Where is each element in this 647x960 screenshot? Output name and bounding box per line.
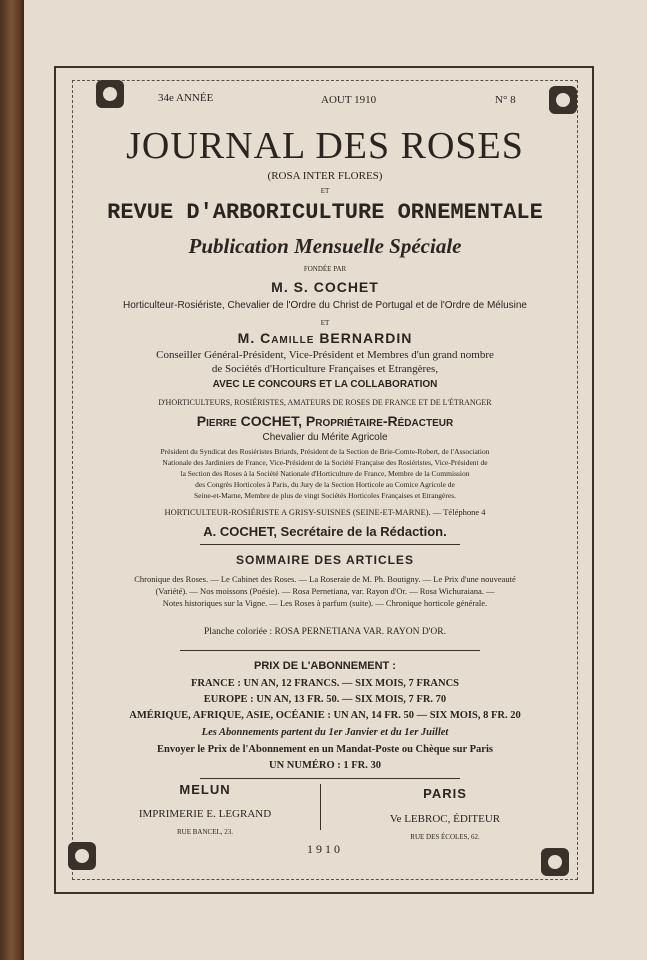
footer-right-city: PARIS [423,786,467,801]
corner-ornament-icon [549,86,577,114]
header-number: N° 8 [495,94,516,106]
revue-title: REVUE D'ARBORICULTURE ORNEMENTALE [107,200,543,225]
sommaire-heading: SOMMAIRE DES ARTICLES [236,553,414,567]
secretary-line: A. COCHET, Secrétaire de la Rédaction. [203,524,447,539]
footer-left-city: MELUN [179,782,231,797]
editor-title: Chevalier du Mérite Agricole [262,432,388,443]
divider [200,778,460,779]
founder2-desc2: de Sociétés d'Horticulture Françaises et Etrangères, [211,363,439,375]
prix-line: EUROPE : UN AN, 13 FR. 50. — SIX MOIS, 7 FR. 70 [203,694,447,705]
journal-subtitle: (ROSA INTER FLORES) [267,170,383,182]
sommaire-line: (Variété). — Nos moissons (Poésie). — Rosa Pernetiana, var. Rayon d'Or. — Rosa Wichuraiana. — [155,586,495,596]
planche-line: Planche coloriée : ROSA PERNETIANA VAR. RAYON D'OR. [204,627,446,637]
editor-line: Président du Syndicat des Rosiéristes Briards, Président de la Section de Brie-Comte-Robert, de l'Association [160,447,490,456]
footer-left-address: RUE BANCEL, 23. [177,828,233,836]
prix-single: UN NUMÉRO : 1 FR. 30 [269,760,381,771]
editor-line: Seine-et-Marne, Membre de plus de vingt Sociétés Horticoles Françaises et Etrangères. [194,491,456,500]
prix-send: Envoyer le Prix de l'Abonnement en un Mandat-Poste ou Chèque sur Paris [157,744,493,755]
divider [180,650,480,651]
footer-year: 1910 [307,842,343,856]
header-month: AOUT 1910 [321,94,377,106]
concours-line2: D'HORTICULTEURS, ROSIÉRISTES, AMATEURS DE ROSES DE FRANCE ET DE L'ÉTRANGER [158,398,492,407]
founder1-name: M. S. COCHET [271,279,379,295]
et-label: ET [320,187,330,195]
founder2-name: M. Camille BERNARDIN [237,330,413,346]
footer-right-address: RUE DES ÉCOLES, 62. [410,833,480,841]
footer-right-publisher: Ve LEBROC, ÉDITEUR [389,813,501,825]
publication-label: Publication Mensuelle Spéciale [188,234,462,258]
fondee-label: FONDÉE PAR [303,265,347,273]
et-label: ET [320,319,330,327]
concours-line1: AVEC LE CONCOURS ET LA COLLABORATION [212,379,438,390]
prix-line: FRANCE : UN AN, 12 FRANCS. — SIX MOIS, 7 FRANCS [190,678,460,689]
book-spine [0,0,26,960]
footer-divider [320,784,321,830]
editor-line: des Congrès Horticoles à Paris, du Jury de la Section Horticole au Comice Agricole de [195,480,455,489]
prix-heading: PRIX DE L'ABONNEMENT : [254,660,396,672]
founder2-desc1: Conseiller Général-Président, Vice-Président et Membres d'un grand nombre [156,349,494,361]
divider [200,544,460,545]
sommaire-line: Chronique des Roses. — Le Cabinet des Roses. — La Roseraie de M. Ph. Boutigny. — Le Prix d'une nouveauté [134,574,516,584]
corner-ornament-icon [96,80,124,108]
header-year: 34e ANNÉE [158,92,214,104]
prix-line: AMÉRIQUE, AFRIQUE, ASIE, OCÉANIE : UN AN, 14 FR. 50 — SIX MOIS, 8 FR. 20 [129,710,521,721]
footer-left-printer: IMPRIMERIE E. LEGRAND [138,808,272,820]
editor-name: Pierre COCHET, Propriétaire-Rédacteur [196,413,454,429]
founder1-desc: Horticulteur-Rosiériste, Chevalier de l'Ordre du Christ de Portugal et de l'Ordre de Mélusine [123,300,527,311]
journal-title: JOURNAL DES ROSES [126,125,524,167]
sommaire-line: Notes historiques sur la Vigne. — Les Roses à parfum (suite). — Chronique horticole générale. [162,598,488,608]
editor-line: Nationale des Jardiniers de France, Vice-Président de la Société Française des Rosiéristes, Vice-Président de [162,458,488,467]
editor-line: la Section des Roses à la Société Nationale d'Horticulture de France, Membre de la Commission [180,469,470,478]
prix-note: Les Abonnements partent du 1er Janvier et du 1er Juillet [201,727,449,738]
address-line: HORTICULTEUR-ROSIÉRISTE A GRISY-SUISNES (SEINE-ET-MARNE). — Téléphone 4 [164,507,486,517]
